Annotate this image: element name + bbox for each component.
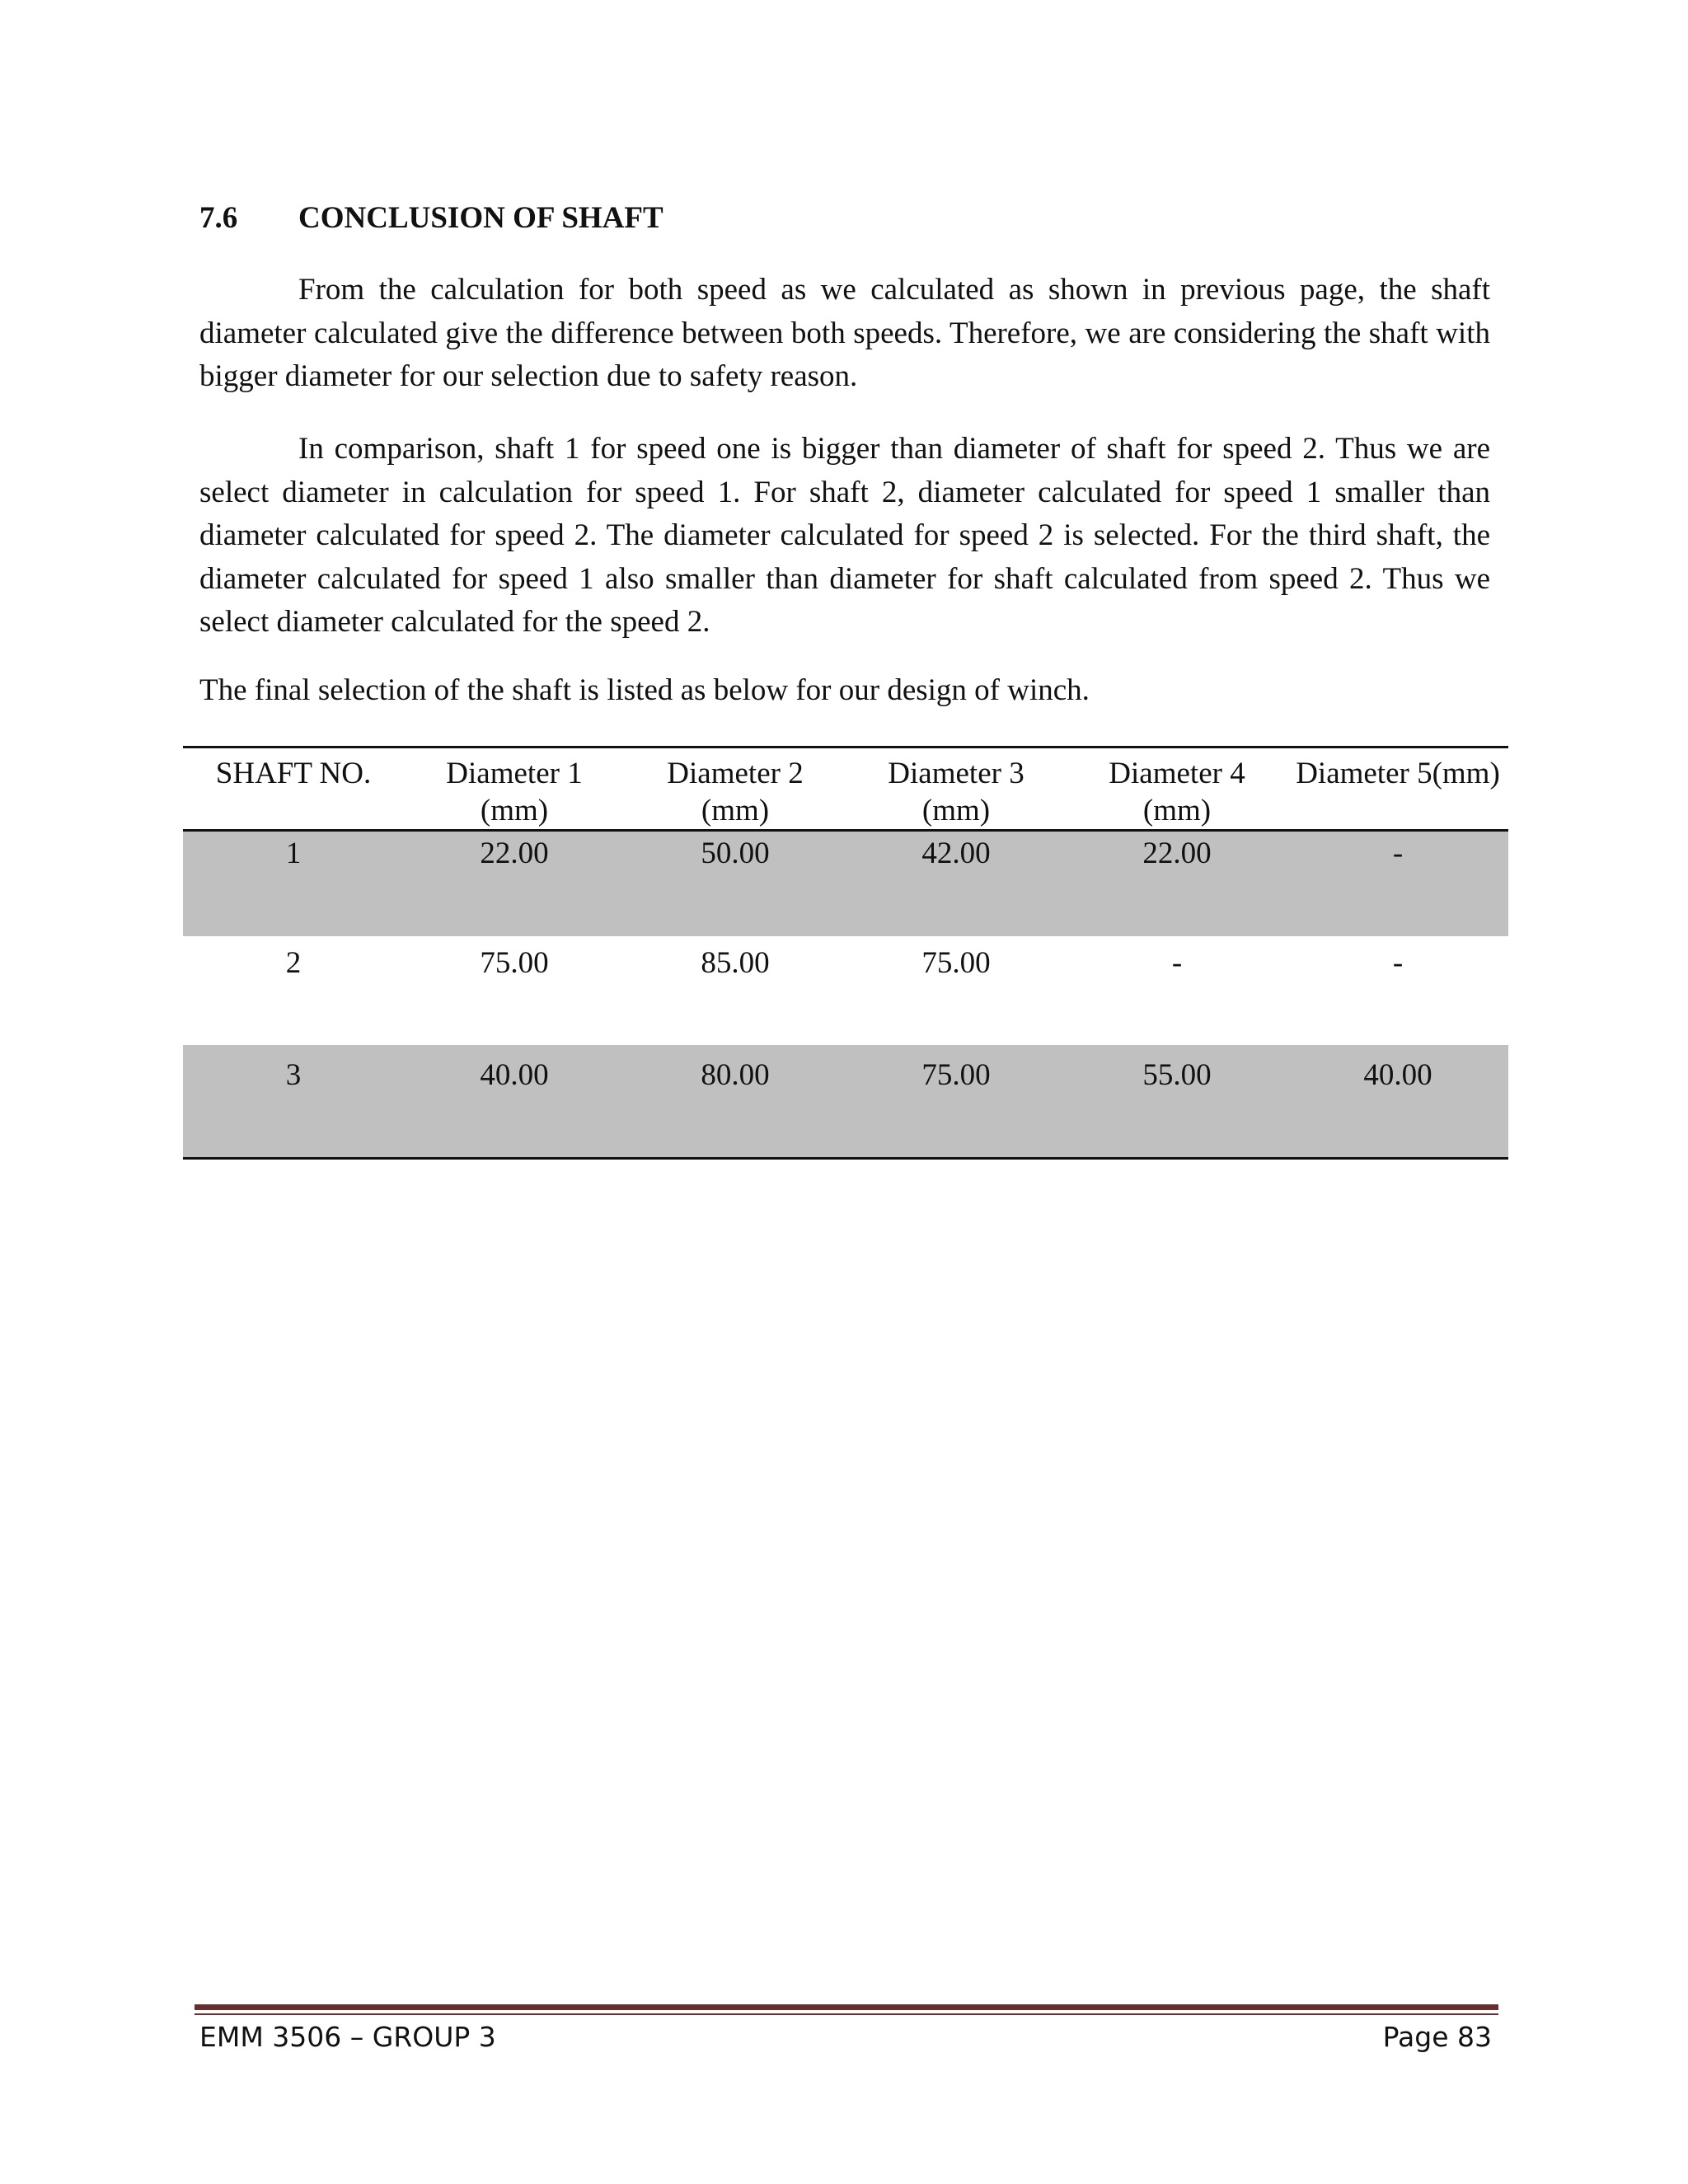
paragraph-2: In comparison, shaft 1 for speed one is bigger than diameter of shaft for speed 2. Thus we are select diameter in calculation for speed 1. For shaft 2, diameter calculated for speed 1 smaller than diameter calculated for speed 2. The diameter calculated for speed 2 is selected. For the third shaft, the diameter calculated for speed 1 also smaller than diameter for shaft calculated from speed 2. Thus we select diameter calculated for the speed 2. [199,432,1490,639]
shaft-selection-table [183,746,1508,1160]
table-cell: 75.00 [480,945,549,980]
table-cell: - [1392,945,1404,980]
header-diameter-4: Diameter 4 (mm) [1109,757,1245,827]
table-cell: 40.00 [1363,1057,1432,1092]
header-shaft-no: SHAFT NO. [215,757,372,790]
header-diameter-2: Diameter 2 (mm) [667,757,804,827]
table-cell: 2 [285,945,302,980]
table-header-row [183,748,1508,831]
table-row [183,831,1508,936]
table-cell: 55.00 [1142,1057,1212,1092]
paragraph-3: The final selection of the shaft is listed as below for our design of winch. [199,673,1090,707]
table-cell: 75.00 [921,1057,991,1092]
header-diameter-1: Diameter 1 (mm) [446,757,583,827]
table-row [183,936,1508,1045]
table-cell: 85.00 [701,945,770,980]
table-row [183,1045,1508,1159]
table-cell: 3 [285,1057,302,1092]
table-cell: - [1171,945,1183,980]
header-diameter-5: Diameter 5(mm) [1296,757,1500,790]
table-cell: 22.00 [1142,837,1212,870]
section-heading [199,198,663,239]
table-cell: 42.00 [921,837,991,870]
table-cell: - [1392,837,1404,870]
section-title: CONCLUSION OF SHAFT [298,201,663,235]
paragraph-1: From the calculation for both speed as we calculated as shown in previous page, the shaft diameter calculated give the difference between both speeds. Therefore, we are considering the shaft with bigger diameter for our selection due to safety reason. [199,273,1490,393]
section-number: 7.6 [199,201,238,235]
table-cell: 40.00 [480,1057,549,1092]
header-diameter-3: Diameter 3 (mm) [888,757,1025,827]
table-cell: 50.00 [701,837,770,870]
footer-divider-thin [195,2013,1498,2015]
table-cell: 22.00 [480,837,549,870]
footer-divider-thick [195,2004,1498,2010]
table-cell: 75.00 [921,945,991,980]
footer-page-number: Page 83 [1382,2021,1492,2053]
footer-course-group: EMM 3506 – GROUP 3 [199,2021,496,2053]
table-cell: 80.00 [701,1057,770,1092]
table [183,746,1508,1160]
table-cell: 1 [285,837,302,870]
